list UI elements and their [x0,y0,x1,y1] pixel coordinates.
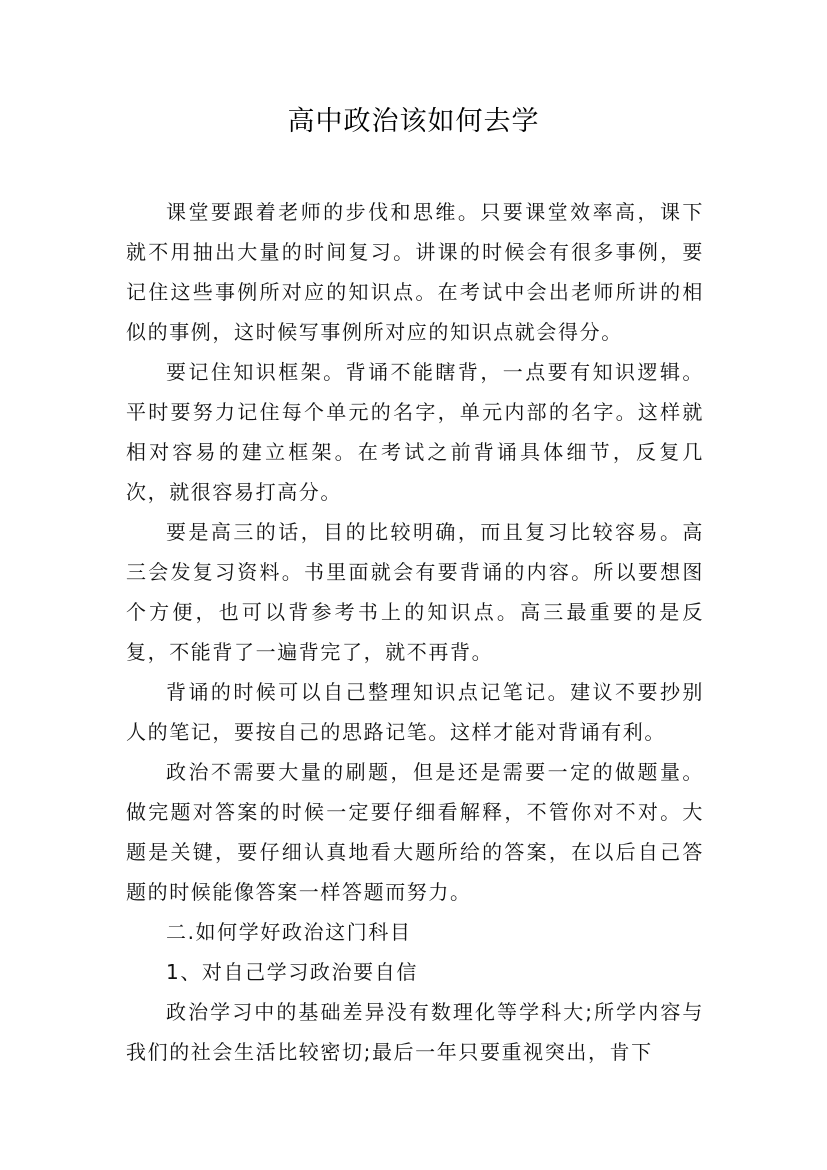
paragraph-2: 要记住知识框架。背诵不能瞎背，一点要有知识逻辑。平时要努力记住每个单元的名字，单元内部的名字。这样就相对容易的建立框架。在考试之前背诵具体细节，反复几次，就很容易打高分。 [126,360,704,504]
paragraph-1: 课堂要跟着老师的步伐和思维。只要课堂效率高，课下就不用抽出大量的时间复习。讲课的时候会有很多事例，要记住这些事例所对应的知识点。在考试中会出老师所讲的相似的事例，这时候写事例所对应的知识点就会得分。 [126,200,704,344]
paragraph-5: 政治不需要大量的刷题，但是还是需要一定的做题量。做完题对答案的时候一定要仔细看解释，不管你对不对。大题是关键，要仔细认真地看大题所给的答案，在以后自己答题的时候能像答案一样答题而努力。 [126,760,704,904]
paragraph-6: 政治学习中的基础差异没有数理化等学科大;所学内容与我们的社会生活比较密切;最后一年只要重视突出，肯下 [126,1000,704,1064]
paragraph-4: 背诵的时候可以自己整理知识点记笔记。建议不要抄别人的笔记，要按自己的思路记笔。这样才能对背诵有利。 [126,680,704,744]
document-title: 高中政治该如何去学 [287,106,540,137]
paragraph-3: 要是高三的话，目的比较明确，而且复习比较容易。高三会发复习资料。书里面就会有要背诵的内容。所以要想图个方便，也可以背参考书上的知识点。高三最重要的是反复，不能背了一遍背完了，就不再背。 [126,520,704,664]
document-body [126,192,704,1072]
section-heading: 二.如何学好政治这门科目 [166,920,412,944]
subsection-heading: 1、对自己学习政治要自信 [166,960,418,984]
